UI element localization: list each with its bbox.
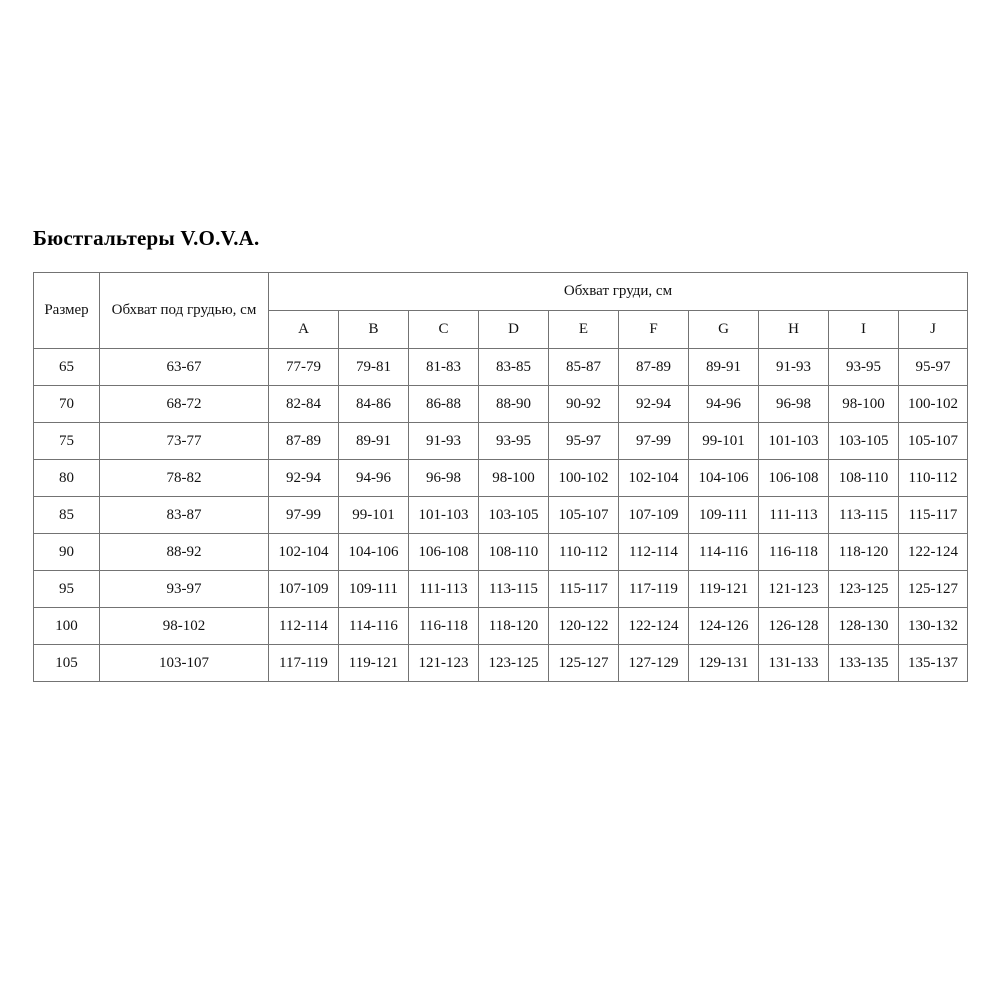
size-cell: 75 — [34, 423, 100, 460]
table-row — [34, 497, 968, 534]
size-cell: 105 — [34, 645, 100, 682]
bust-range-cell: 114-116 — [689, 534, 759, 571]
cup-header: B — [339, 311, 409, 349]
cup-header: A — [269, 311, 339, 349]
bust-range-cell: 130-132 — [899, 608, 968, 645]
bust-range-cell: 96-98 — [759, 386, 829, 423]
bust-range-cell: 112-114 — [619, 534, 689, 571]
size-cell: 65 — [34, 349, 100, 386]
bust-range-cell: 121-123 — [409, 645, 479, 682]
table-row — [34, 423, 968, 460]
bust-range-cell: 120-122 — [549, 608, 619, 645]
size-cell: 70 — [34, 386, 100, 423]
bust-range-cell: 114-116 — [339, 608, 409, 645]
bust-range-cell: 99-101 — [339, 497, 409, 534]
bust-range-cell: 98-100 — [479, 460, 549, 497]
size-cell: 85 — [34, 497, 100, 534]
underbust-cell: 83-87 — [100, 497, 269, 534]
underbust-column-header: Обхват под грудью, см — [100, 273, 269, 349]
bust-range-cell: 118-120 — [829, 534, 899, 571]
bust-range-cell: 100-102 — [549, 460, 619, 497]
table-row — [34, 608, 968, 645]
bust-range-cell: 110-112 — [899, 460, 968, 497]
bust-range-cell: 123-125 — [479, 645, 549, 682]
bust-range-cell: 77-79 — [269, 349, 339, 386]
bust-range-cell: 126-128 — [759, 608, 829, 645]
bust-range-cell: 89-91 — [689, 349, 759, 386]
bust-range-cell: 82-84 — [269, 386, 339, 423]
underbust-cell: 73-77 — [100, 423, 269, 460]
size-cell: 100 — [34, 608, 100, 645]
underbust-cell: 103-107 — [100, 645, 269, 682]
bust-range-cell: 135-137 — [899, 645, 968, 682]
underbust-cell: 88-92 — [100, 534, 269, 571]
bust-range-cell: 111-113 — [409, 571, 479, 608]
table-body — [34, 349, 968, 682]
bust-range-cell: 86-88 — [409, 386, 479, 423]
underbust-cell: 68-72 — [100, 386, 269, 423]
table-row — [34, 534, 968, 571]
bust-range-cell: 109-111 — [689, 497, 759, 534]
table-row — [34, 571, 968, 608]
bust-range-cell: 81-83 — [409, 349, 479, 386]
table-row — [34, 349, 968, 386]
underbust-cell: 63-67 — [100, 349, 269, 386]
bust-range-cell: 116-118 — [759, 534, 829, 571]
table-row — [34, 460, 968, 497]
bust-range-cell: 105-107 — [899, 423, 968, 460]
bust-range-cell: 123-125 — [829, 571, 899, 608]
bust-range-cell: 98-100 — [829, 386, 899, 423]
bust-range-cell: 87-89 — [619, 349, 689, 386]
bust-range-cell: 121-123 — [759, 571, 829, 608]
bust-range-cell: 94-96 — [689, 386, 759, 423]
bust-range-cell: 108-110 — [829, 460, 899, 497]
underbust-cell: 78-82 — [100, 460, 269, 497]
bust-range-cell: 107-109 — [619, 497, 689, 534]
cup-header: H — [759, 311, 829, 349]
bust-range-cell: 118-120 — [479, 608, 549, 645]
bust-range-cell: 93-95 — [479, 423, 549, 460]
cup-header: E — [549, 311, 619, 349]
bust-range-cell: 125-127 — [549, 645, 619, 682]
bust-range-cell: 93-95 — [829, 349, 899, 386]
bust-range-cell: 129-131 — [689, 645, 759, 682]
underbust-cell: 93-97 — [100, 571, 269, 608]
table-head — [34, 273, 968, 349]
bust-range-cell: 96-98 — [409, 460, 479, 497]
bust-range-cell: 122-124 — [899, 534, 968, 571]
underbust-cell: 98-102 — [100, 608, 269, 645]
bust-range-cell: 110-112 — [549, 534, 619, 571]
bust-range-cell: 127-129 — [619, 645, 689, 682]
size-cell: 95 — [34, 571, 100, 608]
bust-range-cell: 117-119 — [619, 571, 689, 608]
bust-range-cell: 113-115 — [829, 497, 899, 534]
bust-range-cell: 84-86 — [339, 386, 409, 423]
bust-range-cell: 112-114 — [269, 608, 339, 645]
bust-range-cell: 87-89 — [269, 423, 339, 460]
bust-range-cell: 128-130 — [829, 608, 899, 645]
size-cell: 90 — [34, 534, 100, 571]
bust-range-cell: 85-87 — [549, 349, 619, 386]
bust-range-cell: 92-94 — [619, 386, 689, 423]
bust-range-cell: 113-115 — [479, 571, 549, 608]
cup-header: C — [409, 311, 479, 349]
cup-header: I — [829, 311, 899, 349]
bust-range-cell: 115-117 — [549, 571, 619, 608]
bust-range-cell: 102-104 — [269, 534, 339, 571]
bust-range-cell: 91-93 — [409, 423, 479, 460]
bust-range-cell: 83-85 — [479, 349, 549, 386]
bust-range-cell: 90-92 — [549, 386, 619, 423]
bust-range-cell: 133-135 — [829, 645, 899, 682]
bust-range-cell: 106-108 — [409, 534, 479, 571]
bust-range-cell: 95-97 — [549, 423, 619, 460]
bust-range-cell: 102-104 — [619, 460, 689, 497]
bust-range-cell: 88-90 — [479, 386, 549, 423]
cup-header: F — [619, 311, 689, 349]
cup-header: J — [899, 311, 968, 349]
cup-header: D — [479, 311, 549, 349]
header-row-top — [34, 273, 968, 311]
bust-range-cell: 101-103 — [409, 497, 479, 534]
bust-range-cell: 122-124 — [619, 608, 689, 645]
cup-header: G — [689, 311, 759, 349]
bust-range-cell: 116-118 — [409, 608, 479, 645]
bust-range-cell: 97-99 — [619, 423, 689, 460]
bust-range-cell: 115-117 — [899, 497, 968, 534]
bust-range-cell: 104-106 — [689, 460, 759, 497]
bust-range-cell: 106-108 — [759, 460, 829, 497]
bust-range-cell: 103-105 — [479, 497, 549, 534]
bra-size-table — [33, 272, 968, 682]
bust-range-cell: 105-107 — [549, 497, 619, 534]
bust-range-cell: 100-102 — [899, 386, 968, 423]
bust-range-cell: 101-103 — [759, 423, 829, 460]
bust-range-cell: 91-93 — [759, 349, 829, 386]
bust-range-cell: 119-121 — [339, 645, 409, 682]
bust-range-cell: 103-105 — [829, 423, 899, 460]
bust-range-cell: 108-110 — [479, 534, 549, 571]
page-title: Бюстгальтеры V.O.V.A. — [33, 226, 260, 250]
size-cell: 80 — [34, 460, 100, 497]
bust-range-cell: 124-126 — [689, 608, 759, 645]
bust-range-cell: 131-133 — [759, 645, 829, 682]
bust-range-cell: 95-97 — [899, 349, 968, 386]
bust-range-cell: 92-94 — [269, 460, 339, 497]
bust-range-cell: 111-113 — [759, 497, 829, 534]
bust-range-cell: 97-99 — [269, 497, 339, 534]
size-column-header: Размер — [34, 273, 100, 349]
bust-range-cell: 119-121 — [689, 571, 759, 608]
bust-group-header: Обхват груди, см — [269, 273, 968, 311]
table-row — [34, 645, 968, 682]
bust-range-cell: 107-109 — [269, 571, 339, 608]
bust-range-cell: 79-81 — [339, 349, 409, 386]
bust-range-cell: 89-91 — [339, 423, 409, 460]
bust-range-cell: 109-111 — [339, 571, 409, 608]
bust-range-cell: 94-96 — [339, 460, 409, 497]
bust-range-cell: 125-127 — [899, 571, 968, 608]
bust-range-cell: 117-119 — [269, 645, 339, 682]
bust-range-cell: 99-101 — [689, 423, 759, 460]
table-row — [34, 386, 968, 423]
bust-range-cell: 104-106 — [339, 534, 409, 571]
